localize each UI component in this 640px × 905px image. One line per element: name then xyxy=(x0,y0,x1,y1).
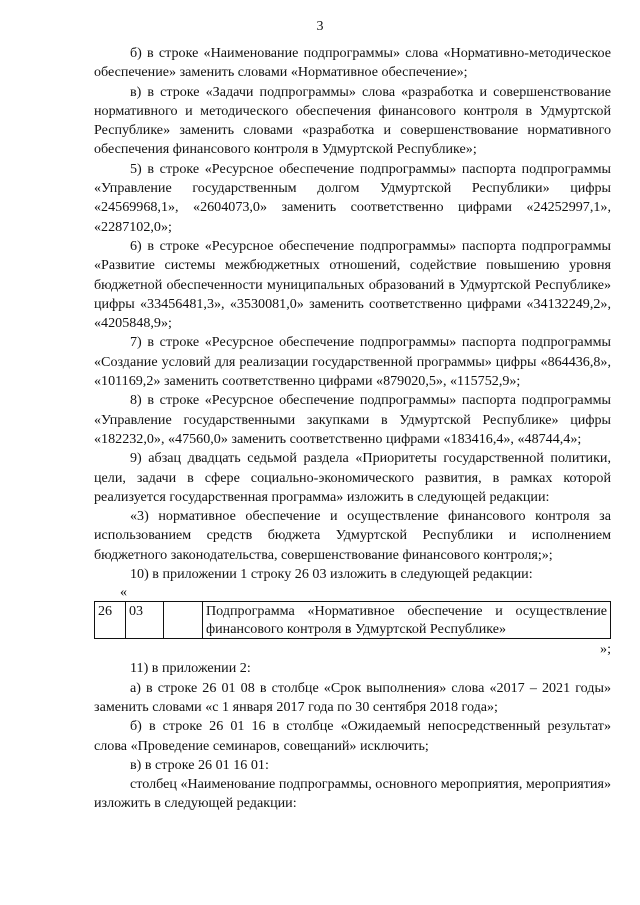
paragraph-item-7: 7) в строке «Ресурсное обеспечение подпрограммы» паспорта подпрограммы «Создание условий для реализации государственной программы» цифры «864436,8», «101169,2» заменить соответственно цифрами «879020,5», «115752,9»; xyxy=(94,334,611,390)
paragraph-item-5: 5) в строке «Ресурсное обеспечение подпрограммы» паспорта подпрограммы «Управление государственным долгом Удмуртской Республики» цифры «24569968,1», «2604073,0» заменить соответственно цифрами «24252997,1», «2287102,0»; xyxy=(94,160,611,235)
open-quote: « xyxy=(120,584,128,601)
paragraph-item-11-v: в) в строке 26 01 16 01: xyxy=(130,756,269,773)
paragraph-item-v: в) в строке «Задачи подпрограммы» слова «разработка и совершенствование нормативного и методического обеспечения финансового контроля в Удмуртской Республике» заменить словами «разработка и совершенствование нормативного обеспечения финансового контроля в Удмуртской Республике»; xyxy=(94,83,611,158)
paragraph-item-11-b: б) в строке 26 01 16 в столбце «Ожидаемый непосредственный результат» слова «Проведение семинаров, совещаний» исключить; xyxy=(94,718,611,754)
paragraph-item-9-quote: «3) нормативное обеспечение и осуществление финансового контроля за использованием средств бюджета Удмуртской Республики и исполнением бюджетного законодательства, совершенствование финансового контроля;»; xyxy=(94,508,611,563)
table-cell-code-3 xyxy=(164,602,203,639)
close-quote: »; xyxy=(600,641,611,658)
table-cell-subprogram-name: Подпрограмма «Нормативное обеспечение и осуществление финансового контроля в Удмуртской Республике» xyxy=(203,602,611,639)
table-row xyxy=(95,602,611,639)
paragraph-item-b: б) в строке «Наименование подпрограммы» слова «Нормативно-методическое обеспечение» заменить словами «Нормативное обеспечение»; xyxy=(94,45,611,81)
amendment-table xyxy=(94,601,611,639)
paragraph-item-11: 11) в приложении 2: xyxy=(130,660,251,677)
paragraph-item-9: 9) абзац двадцать седьмой раздела «Приоритеты государственной политики, цели, задачи в сфере социально-экономического развития, в рамках которой реализуется государственная программа» изложить в следующей редакции: xyxy=(94,450,611,505)
paragraph-item-6: 6) в строке «Ресурсное обеспечение подпрограммы» паспорта подпрограммы «Развитие системы межбюджетных отношений, содействие повышению уровня бюджетной обеспеченности муниципальных образований в Удмуртской Республике» цифры «33456481,3», «3530081,0» заменить соответственно цифрами «34132249,2», «4205848,9»; xyxy=(94,237,611,332)
page-number: 3 xyxy=(316,19,324,34)
paragraph-item-10: 10) в приложении 1 строку 26 03 изложить в следующей редакции: xyxy=(130,566,533,583)
table-cell-code-2: 03 xyxy=(126,602,164,639)
document-body xyxy=(94,44,611,814)
paragraph-item-11-column: столбец «Наименование подпрограммы, основного мероприятия, мероприятия» изложить в следующей редакции: xyxy=(94,776,611,812)
table-cell-code-1: 26 xyxy=(95,602,126,639)
paragraph-item-8: 8) в строке «Ресурсное обеспечение подпрограммы» паспорта подпрограммы «Управление государственными закупками в Удмуртской Республике» цифры «182232,0», «47560,0» заменить соответственно цифрами «183416,4», «48744,4»; xyxy=(94,392,611,447)
paragraph-item-11-a: а) в строке 26 01 08 в столбце «Срок выполнения» слова «2017 – 2021 годы» заменить словами «с 1 января 2017 года по 30 сентября 2018 года»; xyxy=(94,679,611,715)
